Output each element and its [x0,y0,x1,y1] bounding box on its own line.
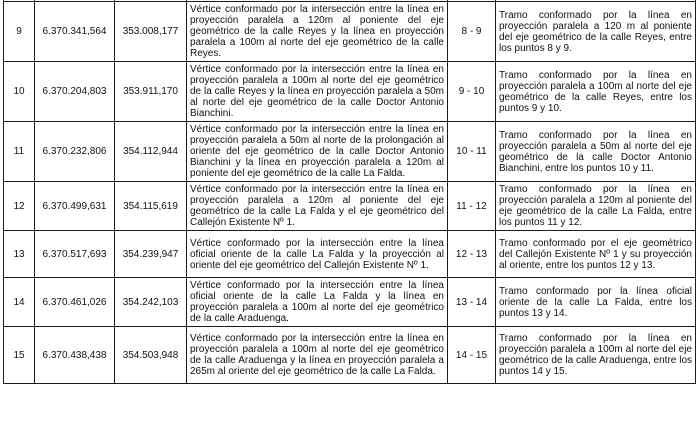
segment-label: 8 - 9 [448,2,496,62]
segment-description: Tramo conformado por la línea en proyección paralela a 100m al norte del eje geométrico de la calle Reyes, entre los puntos 9 y 10. [496,62,696,122]
point-number: 11 [4,122,35,182]
point-number: 13 [4,231,35,278]
table-row [4,122,696,182]
segment-label: 9 - 10 [448,62,496,122]
segment-description: Tramo conformado por la línea en proyección paralela a 50m al norte del eje geométrico de la calle Doctor Antonio Bianchini, entre los puntos 10 y 11. [496,122,696,182]
north-coordinate: 6.370.204,803 [35,62,115,122]
north-coordinate: 6.370.341,564 [35,2,115,62]
east-coordinate: 353.911,170 [115,62,187,122]
table-row [4,182,696,231]
segment-label: 12 - 13 [448,231,496,278]
east-coordinate: 353.008,177 [115,2,187,62]
point-number: 12 [4,182,35,231]
vertex-description: Vértice conformado por la intersección entre la línea en proyección paralela a 50m al norte de la prolongación al oriente del eje geométrico de la calle Doctor Antonio Bianchini y la línea en proyección paralela a 120m al poniente del eje geométrico de la calle La Falda. [187,122,448,182]
segment-description: Tramo conformado por la línea en proyección paralela a 100m al norte del eje geométrico de la calle Araduenga, entre los puntos 14 y 15. [496,327,696,384]
segment-description: Tramo conformado por el eje geométrico del Callejón Existente Nº 1 y su proyección al oriente, entre los puntos 12 y 13. [496,231,696,278]
north-coordinate: 6.370.499,631 [35,182,115,231]
table-row [4,327,696,384]
segment-description: Tramo conformado por la línea en proyección paralela a 120 m al poniente del eje geométrico de la calle Reyes, entre los puntos 8 y 9. [496,2,696,62]
east-coordinate: 354.239,947 [115,231,187,278]
north-coordinate: 6.370.438,438 [35,327,115,384]
coordinates-table [3,0,696,384]
table-row [4,2,696,62]
segment-label: 11 - 12 [448,182,496,231]
east-coordinate: 354.115,619 [115,182,187,231]
segment-description: Tramo conformado por la línea en proyección paralela a 120m al poniente del eje geométrico de la calle La Falda, entre los puntos 11 y 12. [496,182,696,231]
north-coordinate: 6.370.232,806 [35,122,115,182]
vertex-description: Vértice conformado por la intersección entre la línea en proyección paralela a 100m al norte del eje geométrico de la calle Araduenga y la línea en proyección paralela a 265m al oriente del eje geométrico de la calle La Falda. [187,327,448,384]
north-coordinate: 6.370.517,693 [35,231,115,278]
point-number: 15 [4,327,35,384]
north-coordinate: 6.370.461,026 [35,278,115,327]
table-row [4,62,696,122]
segment-label: 10 - 11 [448,122,496,182]
vertex-description: Vértice conformado por la intersección entre la línea en proyección paralela a 120m al poniente del eje geométrico de la calle Reyes y la línea en proyección paralela a 100m al norte del eje geométrico de la calle Reyes. [187,2,448,62]
vertex-description: Vértice conformado por la intersección entre la línea en proyección paralela a 100m al norte del eje geométrico de la calle Reyes y la línea en proyección paralela a 50m al norte del eje geométrico de la calle Doctor Antonio Bianchini. [187,62,448,122]
vertex-description: Vértice conformado por la intersección entre la línea oficial oriente de la calle La Falda y la proyección al oriente del eje geométrico del Callejón Existente Nº 1. [187,231,448,278]
east-coordinate: 354.112,944 [115,122,187,182]
segment-label: 13 - 14 [448,278,496,327]
segment-label: 14 - 15 [448,327,496,384]
vertex-description: Vértice conformado por la intersección entre la línea en proyección paralela a 120m al poniente del eje geométrico de la calle La Falda y el eje geométrico del Callejón Existente Nº 1. [187,182,448,231]
table-row [4,278,696,327]
east-coordinate: 354.242,103 [115,278,187,327]
point-number: 14 [4,278,35,327]
point-number: 9 [4,2,35,62]
segment-description: Tramo conformado por la línea oficial oriente de la calle La Falda, entre los puntos 13 y 14. [496,278,696,327]
east-coordinate: 354.503,948 [115,327,187,384]
point-number: 10 [4,62,35,122]
table-row [4,231,696,278]
vertex-description: Vértice conformado por la intersección entre la línea oficial oriente de la calle La Falda y la línea en proyección paralela a 100m al norte del eje geométrico de la calle Araduenga. [187,278,448,327]
